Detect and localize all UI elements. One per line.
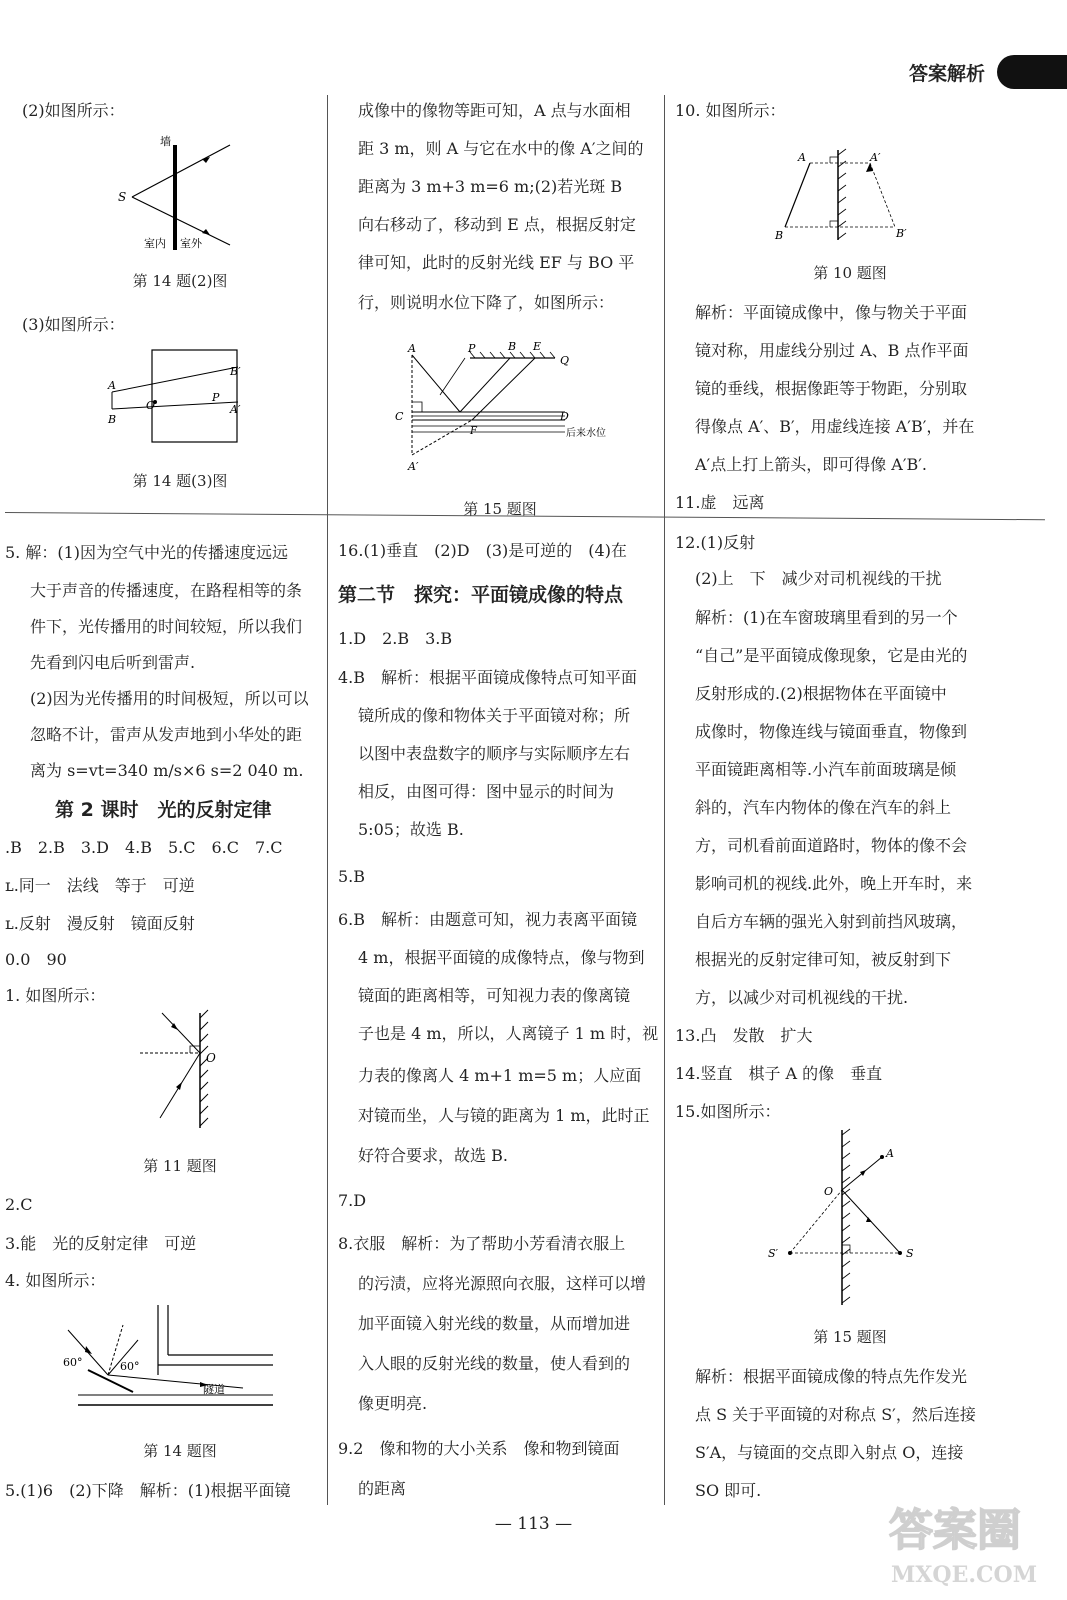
figure-14-2 — [110, 135, 250, 265]
fig15c-caption: 第 15 题图 — [813, 1328, 887, 1346]
header-title: 答案解析 — [908, 62, 985, 85]
figure-15-col3 — [760, 1125, 920, 1310]
fig15b-f: F — [470, 426, 477, 437]
figure-14 — [58, 1300, 278, 1420]
watermark-line-1: 答案圈 — [889, 1505, 1021, 1556]
c2-top-1: 成像中的像物等距可知，A 点与水面相 — [358, 101, 631, 120]
q5-line-5: (2)因为光传播用的时间极短，所以可以 — [30, 689, 309, 708]
c3-body-22: 15.如图所示： — [675, 1102, 781, 1121]
c2-body-20: 像更明亮. — [358, 1394, 428, 1413]
fig15b-a: A — [408, 342, 416, 355]
column-divider-1 — [327, 95, 328, 1505]
fig14-3-o: O — [146, 399, 156, 412]
fig14-3-b1: B′ — [230, 365, 241, 378]
section-header-tag — [909, 52, 1067, 92]
figure-10 — [770, 145, 920, 245]
c3-tail-3: S′A，与镜面的交点即入射点 O，连接 — [695, 1443, 964, 1462]
fig14-2-indoor-label: 室内 — [144, 237, 166, 250]
c2-body-10: 镜面的距离相等，可知视力表的像离镜 — [358, 986, 631, 1005]
c3-body-12: 成像时，物像连线与镜面垂直，物像到 — [695, 722, 968, 741]
c2-body-11: 子也是 4 m，所以，人离镜子 1 m 时，视 — [358, 1024, 659, 1043]
c2-body-21: 9.2 像和物的大小关系 像和物到镜面 — [338, 1439, 620, 1458]
c2-body-7: 5.B — [338, 867, 366, 886]
watermark-logo — [879, 1490, 1049, 1590]
c3-body-8: (2)上 下 减少对司机视线的干扰 — [695, 569, 942, 588]
c3-tail-2: 点 S 关于平面镜的对称点 S′，然后连接 — [695, 1405, 976, 1424]
c3-tail-1: 解析：根据平面镜成像的特点先作发光 — [695, 1367, 968, 1386]
figure-15-col2 — [390, 340, 630, 480]
fig14-2-caption: 第 14 题(2)图 — [132, 272, 228, 290]
q5-line-1: 5. 解：(1)因为空气中光的传播速度远远 — [5, 543, 289, 562]
header-bar — [997, 55, 1067, 89]
c2-top-2: 距 3 m，则 A 与它在水中的像 A′之间的 — [358, 139, 644, 158]
c2-body-22: 的距离 — [358, 1479, 407, 1498]
fig10-b1: B′ — [896, 227, 907, 240]
ans-line-3: ʟ.反射 漫反射 镜面反射 — [5, 914, 195, 933]
q10-label: 10. 如图所示： — [675, 101, 786, 120]
section-title: 第二节 探究：平面镜成像的特点 — [338, 584, 624, 606]
ans2-line-3: 4. 如图所示： — [5, 1271, 106, 1290]
q14-3-label: (3)如图所示： — [22, 315, 125, 334]
c3-body-17: 自后方车辆的强光入射到前挡风玻璃， — [695, 912, 968, 931]
fig14-3-a1: A′ — [230, 403, 241, 416]
fig15b-b: B — [508, 340, 517, 353]
c3-body-6: 11.虚 远离 — [675, 493, 765, 512]
fig14-3-b: B — [108, 413, 117, 426]
q5-line-6: 忽略不计，雷声从发声地到小华处的距 — [30, 725, 303, 744]
fig15b-after-label: 后来水位 — [566, 428, 606, 439]
c2-body-16: 8.衣服 解析：为了帮助小芳看清衣服上 — [338, 1234, 626, 1253]
ans-line-5: 1. 如图所示： — [5, 986, 106, 1005]
c3-body-2: 镜对称，用虚线分别过 A、B 点作平面 — [695, 341, 969, 360]
c3-body-7: 12.(1)反射 — [675, 533, 756, 552]
fig15b-a1: A′ — [408, 460, 419, 473]
c3-body-14: 斜的，汽车内物体的像在汽车的斜上 — [695, 798, 952, 817]
c2-body-1: 1.D 2.B 3.B — [338, 629, 453, 648]
fig10-a1: A′ — [870, 151, 881, 164]
fig14-2-wall-label: 墙 — [160, 135, 171, 148]
q15-line: 5.(1)6 (2)下降 解析：(1)根据平面镜 — [5, 1481, 291, 1500]
c3-body-11: 反射形成的.(2)根据物体在平面镜中 — [695, 684, 947, 703]
q5-line-7: 离为 s=vt=340 m/s×6 s=2 040 m. — [30, 761, 304, 780]
c2-top-3: 距离为 3 m+3 m=6 m;(2)若光斑 B — [358, 177, 623, 196]
fig15b-d: D — [560, 410, 569, 423]
c2-body-12: 力表的像离人 4 m+1 m=5 m；人应面 — [358, 1066, 642, 1085]
c3-body-13: 平面镜距离相等.小汽车前面玻璃是倾 — [695, 760, 957, 779]
c2-body-6: 5:05；故选 B. — [358, 820, 464, 839]
fig10-caption: 第 10 题图 — [813, 264, 887, 282]
figure-11 — [130, 1008, 230, 1138]
fig14-3-a: A — [108, 379, 116, 392]
ans2-line-2: 3.能 光的反射定律 可逆 — [5, 1234, 197, 1253]
fig15c-o: O — [824, 1185, 834, 1198]
c2-top-4: 向右移动了，移动到 E 点，根据反射定 — [358, 215, 636, 234]
watermark-line-2: MXQE.COM — [891, 1562, 1038, 1588]
q5-line-3: 件下，光传播用的时间较短，所以我们 — [30, 617, 303, 636]
c3-body-15: 方，司机看前面道路时，物体的像不会 — [695, 836, 968, 855]
fig15b-p: P — [468, 342, 476, 355]
c3-body-21: 14.竖直 棋子 A 的像 垂直 — [675, 1064, 883, 1083]
fig15c-a: A — [886, 1147, 894, 1160]
c2-body-13: 对镜而坐，人与镜的距离为 1 m，此时正 — [358, 1106, 650, 1125]
fig14-angle-2: 60° — [120, 1360, 140, 1373]
c2-body-18: 加平面镜入射光线的数量，从而增加进 — [358, 1314, 631, 1333]
c2-body-9: 4 m，根据平面镜的成像特点，像与物到 — [358, 948, 645, 967]
q16-line: 16.(1)垂直 (2)D (3)是可逆的 (4)在 — [338, 541, 627, 560]
ans2-line-1: 2.C — [5, 1195, 33, 1214]
fig15b-caption: 第 15 题图 — [463, 500, 537, 518]
c3-body-9: 解析：(1)在车窗玻璃里看到的另一个 — [695, 608, 958, 627]
fig14-3-p: P — [212, 391, 220, 404]
ans-line-4: 0.0 90 — [5, 950, 67, 969]
fig14-caption: 第 14 题图 — [143, 1442, 217, 1460]
fig14-3-caption: 第 14 题(3)图 — [132, 472, 228, 490]
fig10-b: B — [775, 229, 784, 242]
fig11-caption: 第 11 题图 — [143, 1157, 217, 1175]
figure-14-3 — [100, 345, 250, 450]
c2-body-3: 镜所成的像和物体关于平面镜对称；所 — [358, 706, 631, 725]
c3-body-3: 镜的垂线，根据像距等于物距，分别取 — [695, 379, 968, 398]
c3-body-10: “自己”是平面镜成像现象，它是由光的 — [695, 646, 968, 665]
page-number: — 113 — — [494, 1514, 573, 1534]
c2-body-2: 4.B 解析：根据平面镜成像特点可知平面 — [338, 668, 638, 687]
fig11-o: O — [206, 1051, 216, 1065]
ans-line-1: .B 2.B 3.D 4.B 5.C 6.C 7.C — [5, 838, 283, 857]
c2-body-19: 入人眼的反射光线的数量，使人看到的 — [358, 1354, 631, 1373]
ans-line-2: ʟ.同一 法线 等于 可逆 — [5, 876, 195, 895]
fig14-angle-1: 60° — [63, 1356, 83, 1369]
fig14-2-s-label: S — [118, 190, 127, 204]
c2-top-5: 律可知，此时的反射光线 EF 与 BO 平 — [358, 253, 635, 272]
q5-line-2: 大于声音的传播速度，在路程相等的条 — [30, 581, 303, 600]
c2-body-8: 6.B 解析：由题意可知，视力表离平面镜 — [338, 910, 638, 929]
c3-body-5: A′点上打上箭头，即可得像 A′B′. — [695, 455, 927, 474]
column-divider-2 — [664, 95, 665, 1505]
q14-2-label: (2)如图所示： — [22, 101, 125, 120]
c3-body-1: 解析：平面镜成像中，像与物关于平面 — [695, 303, 968, 322]
fig15b-q: Q — [560, 354, 570, 367]
fig15c-s: S — [906, 1247, 914, 1260]
c3-body-4: 得像点 A′、B′，用虚线连接 A′B′，并在 — [695, 417, 975, 436]
c3-body-19: 方，以减少对司机视线的干扰. — [695, 988, 909, 1007]
c2-top-6: 行，则说明水位下降了，如图所示： — [358, 293, 615, 312]
c2-body-14: 好符合要求，故选 B. — [358, 1146, 508, 1165]
fig15b-c: C — [395, 410, 404, 423]
c3-body-16: 影响司机的视线.此外，晚上开车时，来 — [695, 874, 973, 893]
q5-line-4: 先看到闪电后听到雷声. — [30, 653, 196, 672]
c3-body-18: 根据光的反射定律可知，被反射到下 — [695, 950, 952, 969]
lesson-title: 第 2 课时 光的反射定律 — [55, 799, 272, 821]
fig10-a: A — [798, 151, 806, 164]
fig15b-e: E — [533, 340, 542, 353]
c3-tail-4: SO 即可. — [695, 1481, 762, 1500]
c2-body-15: 7.D — [338, 1191, 367, 1210]
fig15c-s1: S′ — [768, 1247, 779, 1260]
c3-body-20: 13.凸 发散 扩大 — [675, 1026, 813, 1045]
c2-body-5: 相反，由图可得：图中显示的时间为 — [358, 782, 615, 801]
c2-body-4: 以图中表盘数字的顺序与实际顺序左右 — [358, 744, 631, 763]
fig14-2-outdoor-label: 室外 — [180, 237, 202, 250]
c2-body-17: 的污渍，应将光源照向衣服，这样可以增 — [358, 1274, 647, 1293]
fig14-tunnel-label: 隧道 — [203, 1383, 225, 1396]
